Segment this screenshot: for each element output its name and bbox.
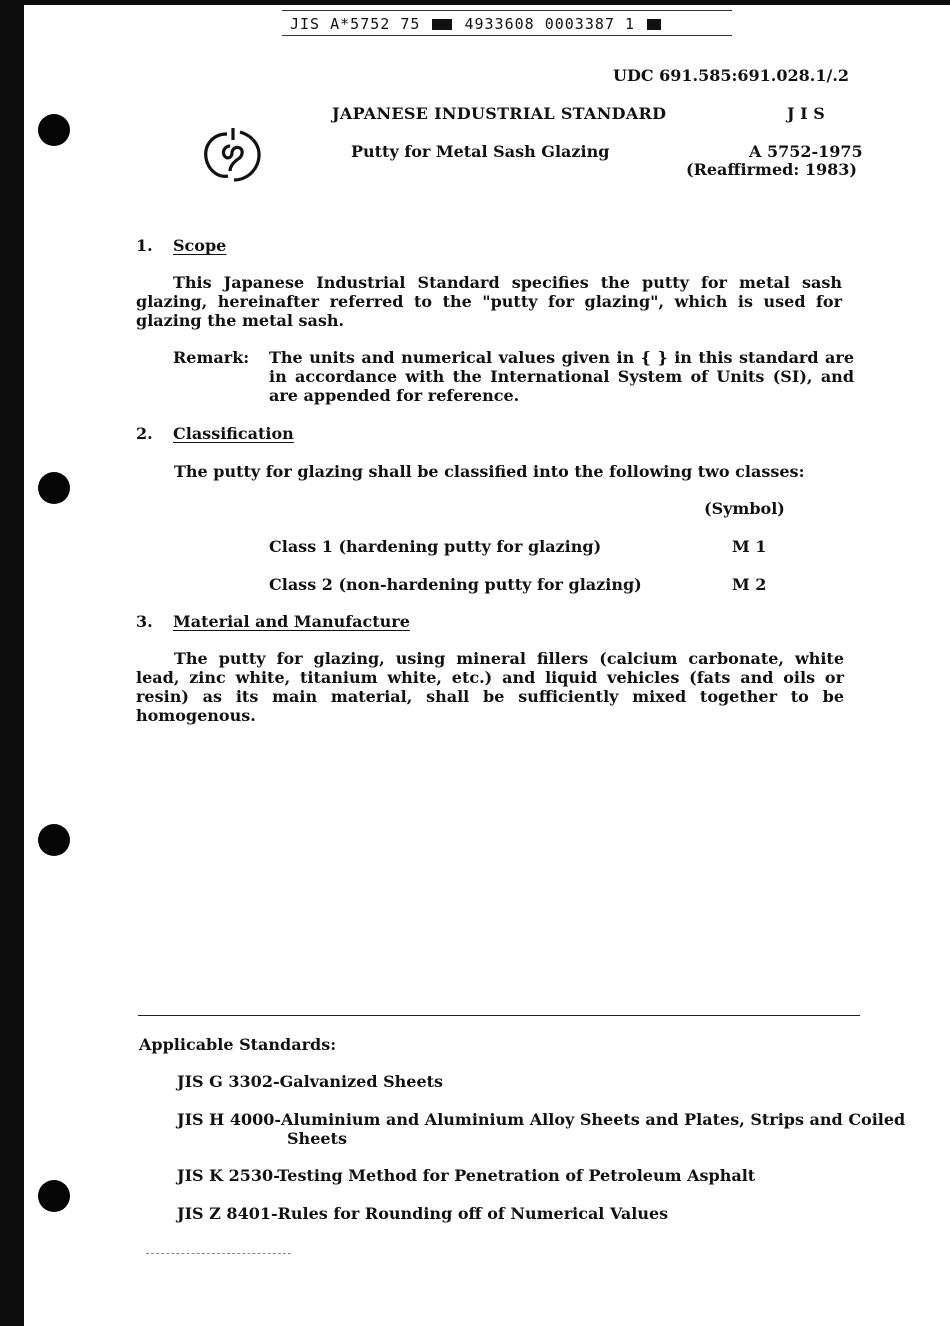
section-number: 2. (136, 424, 153, 443)
classification-intro: The putty for glazing shall be classified into the following two classes: (174, 462, 805, 481)
jis-logo-icon (200, 124, 266, 186)
standard-code: JIS G 3302- (177, 1072, 280, 1091)
jis-label: J I S (787, 104, 825, 123)
punch-hole (38, 1180, 70, 1212)
section-heading-classification: Classification (173, 424, 294, 443)
standard-title: Testing Method for Penetration of Petroleum Asphalt (277, 1166, 756, 1185)
applicable-item (177, 1072, 443, 1091)
section-number: 3. (136, 612, 153, 631)
udc-code: UDC 691.585:691.028.1/.2 (613, 66, 850, 85)
document-number: A 5752-1975 (749, 142, 863, 161)
standard-code: JIS Z 8401- (177, 1204, 278, 1223)
scan-header-code: 4933608 0003387 1 (464, 15, 635, 33)
standard-title: Galvanized Sheets (279, 1072, 444, 1091)
scope-paragraph: This Japanese Industrial Standard specifies the putty for metal sash glazing, hereinafter referred to the "putty for glazing", which is used for glazing the metal sash. (136, 273, 842, 330)
punch-hole (38, 114, 70, 146)
punch-hole (38, 472, 70, 504)
scan-header-prefix: JIS A*5752 75 (290, 15, 421, 33)
class-name: Class 1 (hardening putty for glazing) (269, 537, 602, 556)
section-number: 1. (136, 236, 153, 255)
scan-artifact-line (146, 1253, 291, 1254)
remark-label: Remark: (173, 348, 250, 367)
standard-title: Aluminium and Aluminium Alloy Sheets and Plates, Strips and Coiled Sheets (281, 1110, 906, 1148)
scan-left-edge (0, 0, 24, 1326)
section-heading-scope: Scope (173, 236, 227, 255)
material-paragraph: The putty for glazing, using mineral fillers (calcium carbonate, white lead, zinc white, titanium white, etc.) and liquid vehicles (fats and oils or resin) as its main material, shall be sufficiently mixed together to be homogenous. (136, 649, 844, 725)
applicable-item (177, 1110, 937, 1148)
standard-title: Rules for Rounding off of Numerical Values (277, 1204, 669, 1223)
symbol-header: (Symbol) (704, 499, 785, 518)
scan-header-strip (282, 10, 732, 36)
remark-text: The units and numerical values given in { } in this standard are in accordance with the International System of Units (SI), and are appended for reference. (269, 348, 854, 405)
reaffirmed-date: (Reaffirmed: 1983) (686, 160, 857, 179)
standard-code: JIS H 4000- (177, 1110, 282, 1129)
applicable-item (177, 1166, 755, 1185)
document-title: Putty for Metal Sash Glazing (351, 142, 610, 161)
redaction-block (647, 19, 661, 30)
class-name: Class 2 (non-hardening putty for glazing) (269, 575, 642, 594)
standard-name: JAPANESE INDUSTRIAL STANDARD (332, 104, 667, 123)
applicable-heading: Applicable Standards: (139, 1035, 337, 1054)
punch-hole (38, 824, 70, 856)
applicable-item (177, 1204, 668, 1223)
standard-code: JIS K 2530- (177, 1166, 278, 1185)
section-heading-material: Material and Manufacture (173, 612, 410, 631)
class-symbol: M 2 (732, 575, 767, 594)
scan-top-edge (0, 0, 950, 5)
footnote-divider (138, 1015, 860, 1016)
class-symbol: M 1 (732, 537, 767, 556)
redaction-block (432, 19, 452, 30)
